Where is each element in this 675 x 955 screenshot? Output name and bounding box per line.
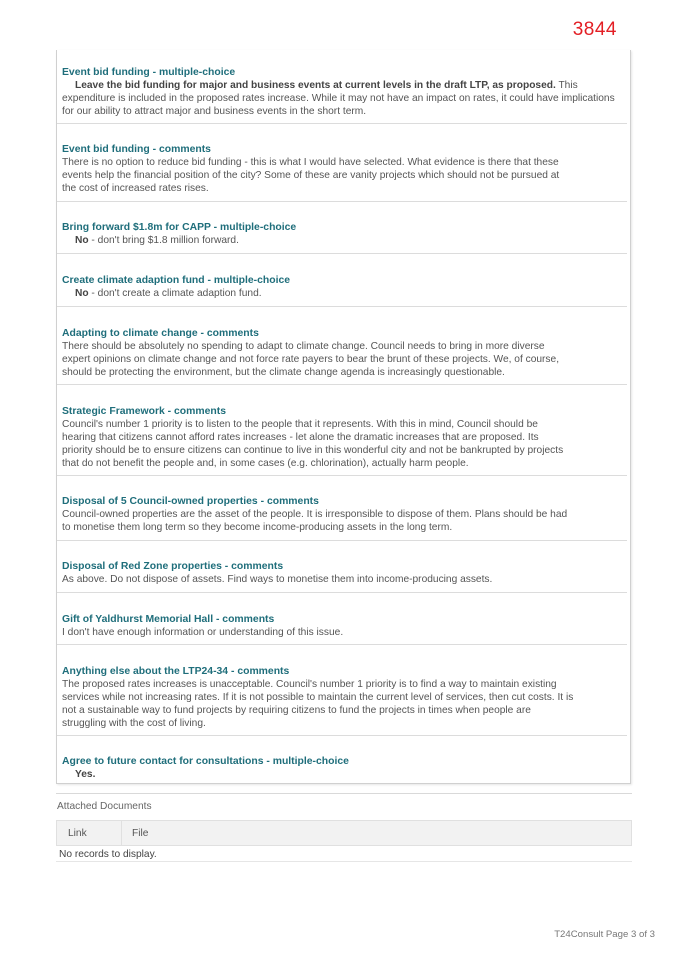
answer-selected: Yes. bbox=[75, 769, 96, 780]
question-climate-comments bbox=[62, 327, 567, 379]
answer-text: There is no option to reduce bid funding - this is what I would have selected. What evidence is there that these events help the financial position of the city? Some of these are vanity projects which should not be pursued at the cost of increased rates rises. bbox=[62, 157, 560, 194]
answer-selected: Leave the bid funding for major and business events at current levels in the draft LTP, as proposed. bbox=[75, 80, 556, 91]
divider bbox=[57, 735, 627, 736]
column-header-link[interactable]: Link bbox=[68, 828, 87, 839]
column-header-file[interactable]: File bbox=[132, 828, 149, 839]
question-title: Disposal of Red Zone properties - comments bbox=[62, 561, 284, 572]
question-title: Adapting to climate change - comments bbox=[62, 328, 259, 339]
question-title: Create climate adaption fund - multiple-choice bbox=[62, 275, 291, 286]
question-yaldhurst-hall-comments bbox=[62, 613, 627, 639]
question-climate-fund-choice bbox=[62, 274, 627, 300]
question-red-zone-comments bbox=[62, 560, 627, 586]
question-capp-choice bbox=[62, 221, 627, 247]
question-title: Bring forward $1.8m for CAPP - multiple-choice bbox=[62, 222, 297, 233]
column-divider bbox=[121, 821, 122, 845]
answer-detail: - don't create a climate adaption fund. bbox=[88, 288, 262, 299]
page-number: 3844 bbox=[572, 19, 617, 40]
question-ltp-other-comments bbox=[62, 665, 574, 730]
divider bbox=[57, 475, 627, 476]
divider bbox=[57, 384, 627, 385]
question-council-properties-comments bbox=[62, 495, 570, 534]
divider bbox=[57, 306, 627, 307]
question-title: Event bid funding - comments bbox=[62, 144, 211, 155]
attached-documents-title: Attached Documents bbox=[57, 801, 152, 812]
divider bbox=[57, 540, 627, 541]
attached-documents-table-header bbox=[56, 820, 632, 846]
divider bbox=[57, 123, 627, 124]
answer-text: The proposed rates increases is unacceptable. Council's number 1 priority is to find a way to maintain existing services while not increasing rates. If it is not possible to maintain the current level of services, then cut costs. It is not a sustainable way to fund projects by requiring citizens to fund the projects in times when people are struggling with the cost of living. bbox=[62, 679, 574, 729]
answer-text: Council's number 1 priority is to listen to the people that it represents. With this in mind, Council should be hearing that citizens cannot afford rates increases - let alone the dramatic increases that are proposed. Its priority should be to ensure citizens can continue to live in this wonderful city and not be bankrupted by projects that do not benefit the people and, in some cases (e.g. chlorination), actually harm people. bbox=[62, 419, 564, 469]
question-title: Agree to future contact for consultations - multiple-choice bbox=[62, 756, 349, 767]
answer-text: As above. Do not dispose of assets. Find ways to monetise them into income-producing assets. bbox=[62, 574, 493, 585]
empty-table-message: No records to display. bbox=[56, 846, 632, 862]
question-title: Strategic Framework - comments bbox=[62, 406, 226, 417]
answer-selected: No bbox=[75, 288, 89, 299]
answer-detail: - don't bring $1.8 million forward. bbox=[88, 235, 239, 246]
answer-selected: No bbox=[75, 235, 89, 246]
question-title: Anything else about the LTP24-34 - comments bbox=[62, 666, 290, 677]
page-footer: T24Consult Page 3 of 3 bbox=[554, 929, 655, 940]
answer-text: There should be absolutely no spending to adapt to climate change. Council needs to bring in more diverse expert opinions on climate change and not force rate payers to bear the brunt of these projects. We, of course, should be protecting the environment, but the climate change agenda is increasingly questionable. bbox=[62, 341, 560, 378]
divider bbox=[56, 793, 632, 794]
divider bbox=[57, 644, 627, 645]
divider bbox=[57, 592, 627, 593]
answer-text: Council-owned properties are the asset of the people. It is irresponsible to dispose of them. Plans should be had to monetise them long term so they become income-producing assets in the long term. bbox=[62, 509, 568, 533]
question-title: Disposal of 5 Council-owned properties - comments bbox=[62, 496, 319, 507]
question-future-contact-choice bbox=[62, 755, 627, 781]
question-strategic-framework-comments bbox=[62, 405, 570, 470]
answer-detail: This expenditure is included in the proposed rates increase. While it may not have an impact on rates, it could have implications for our ability to attract major and business events in the short term. bbox=[62, 80, 615, 117]
divider bbox=[57, 253, 627, 254]
question-event-bid-choice bbox=[62, 66, 617, 118]
answer-text: I don't have enough information or understanding of this issue. bbox=[62, 627, 344, 638]
question-title: Gift of Yaldhurst Memorial Hall - comments bbox=[62, 614, 275, 625]
question-event-bid-comments bbox=[62, 143, 562, 195]
divider bbox=[57, 201, 627, 202]
question-title: Event bid funding - multiple-choice bbox=[62, 67, 236, 78]
